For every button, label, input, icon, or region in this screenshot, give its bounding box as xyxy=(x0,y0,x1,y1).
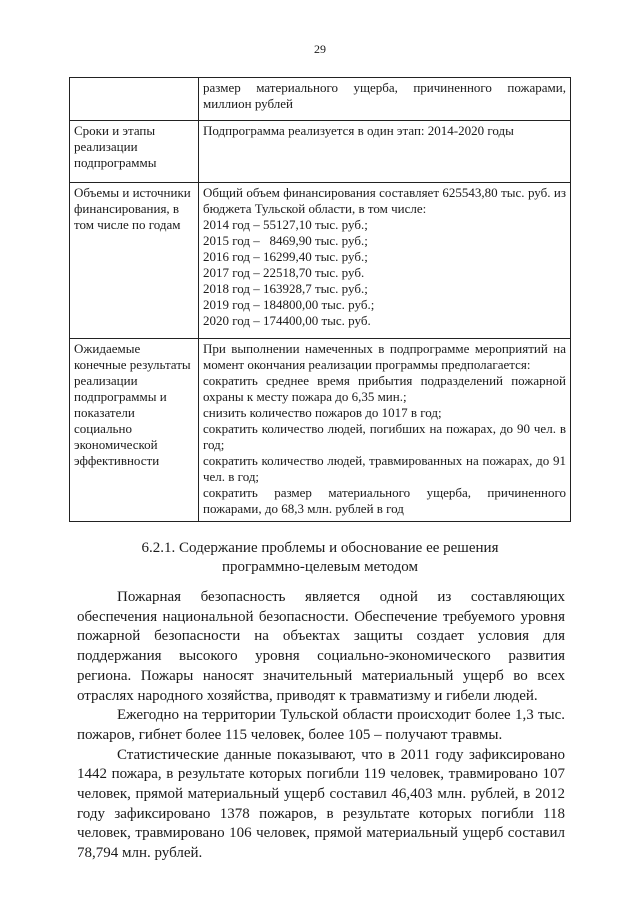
results-intro-line: При выполнении намеченных в подпрограмме мероприятий на момент окончания реализации программы предполагается: xyxy=(203,341,566,372)
table-cell-value-terms: Подпрограмма реализуется в один этап: 2014-2020 годы xyxy=(199,121,571,183)
section-heading-line-2: программно-целевым методом xyxy=(222,559,418,575)
table-cell-label-financing: Объемы и источники финансирования, в том числе по годам xyxy=(70,183,199,339)
section-heading-line-1: 6.2.1. Содержание проблемы и обоснование ее решения xyxy=(141,540,499,556)
subprogram-passport-table xyxy=(69,77,571,522)
financing-total-line: Общий объем финансирования составляет 625543,80 тыс. руб. из бюджета Тульской области, в том числе: xyxy=(203,185,566,216)
financing-year-line: 2014 год – 55127,10 тыс. руб.; xyxy=(203,217,368,232)
paragraph-annual-fires: Ежегодно на территории Тульской области происходит более 1,3 тыс. пожаров, гибнет более 115 человек, более 105 – получают травмы. xyxy=(77,707,565,743)
financing-year-line: 2018 год – 163928,7 тыс. руб.; xyxy=(203,281,368,296)
table-cell-value-financing xyxy=(199,183,571,339)
table-cell-value-damage: размер материального ущерба, причиненного пожарами, миллион рублей xyxy=(199,78,571,121)
table-row-damage xyxy=(70,78,571,121)
table-cell-label-results: Ожидаемые конечные результаты реализации подпрограммы и показатели социально экономической эффективности xyxy=(70,339,199,522)
table-row-terms xyxy=(70,121,571,183)
financing-year-line: 2017 год – 22518,70 тыс. руб. xyxy=(203,265,365,280)
paragraph-statistics: Статистические данные показывают, что в 2011 году зафиксировано 1442 пожара, в результате которых погибли 119 человек, травмировано 107 человек, прямой материальный ущерб составил 46,403 млн. рублей, в 2012 году зафиксировано 1378 пожаров, в результате которых погибли 118 человек, травмировано 106 человек, прямой материальный ущерб составил 78,794 млн. рублей. xyxy=(77,746,565,862)
financing-year-line: 2015 год – 8469,90 тыс. руб.; xyxy=(203,233,368,248)
paragraph-fire-safety: Пожарная безопасность является одной из составляющих обеспечения национальной безопасности. Обеспечение требуемого уровня пожарной безопасности на объектах защиты создает условия для поддержания высокого уровня социально-экономического развития региона. Пожары наносят значительный материальный ущерб во всех отраслях народного хозяйства, приводят к травматизму и гибели людей. xyxy=(77,589,565,704)
financing-year-line: 2019 год – 184800,00 тыс. руб.; xyxy=(203,297,375,312)
table-cell-label-terms: Сроки и этапы реализации подпрограммы xyxy=(70,121,199,183)
table-cell-value-results xyxy=(199,339,571,522)
financing-year-line: 2020 год – 174400,00 тыс. руб. xyxy=(203,313,371,328)
results-item-line: снизить количество пожаров до 1017 в год; xyxy=(203,405,442,420)
results-item-line: сократить количество людей, травмированных на пожарах, до 91 чел. в год; xyxy=(203,453,566,484)
results-item-line: сократить среднее время прибытия подразделений пожарной охраны к месту пожара до 6,35 мин.; xyxy=(203,373,566,404)
results-item-line: сократить размер материального ущерба, причиненного пожарами, до 68,3 млн. рублей в год xyxy=(203,485,566,516)
table-row-results xyxy=(70,339,571,522)
table-row-financing xyxy=(70,183,571,339)
page-number: 29 xyxy=(314,42,326,56)
results-item-line: сократить количество людей, погибших на пожарах, до 90 чел. в год; xyxy=(203,421,566,452)
financing-year-line: 2016 год – 16299,40 тыс. руб.; xyxy=(203,249,368,264)
section-heading xyxy=(80,539,560,577)
table-cell-label-damage xyxy=(70,78,199,121)
section-body-text xyxy=(77,588,565,864)
